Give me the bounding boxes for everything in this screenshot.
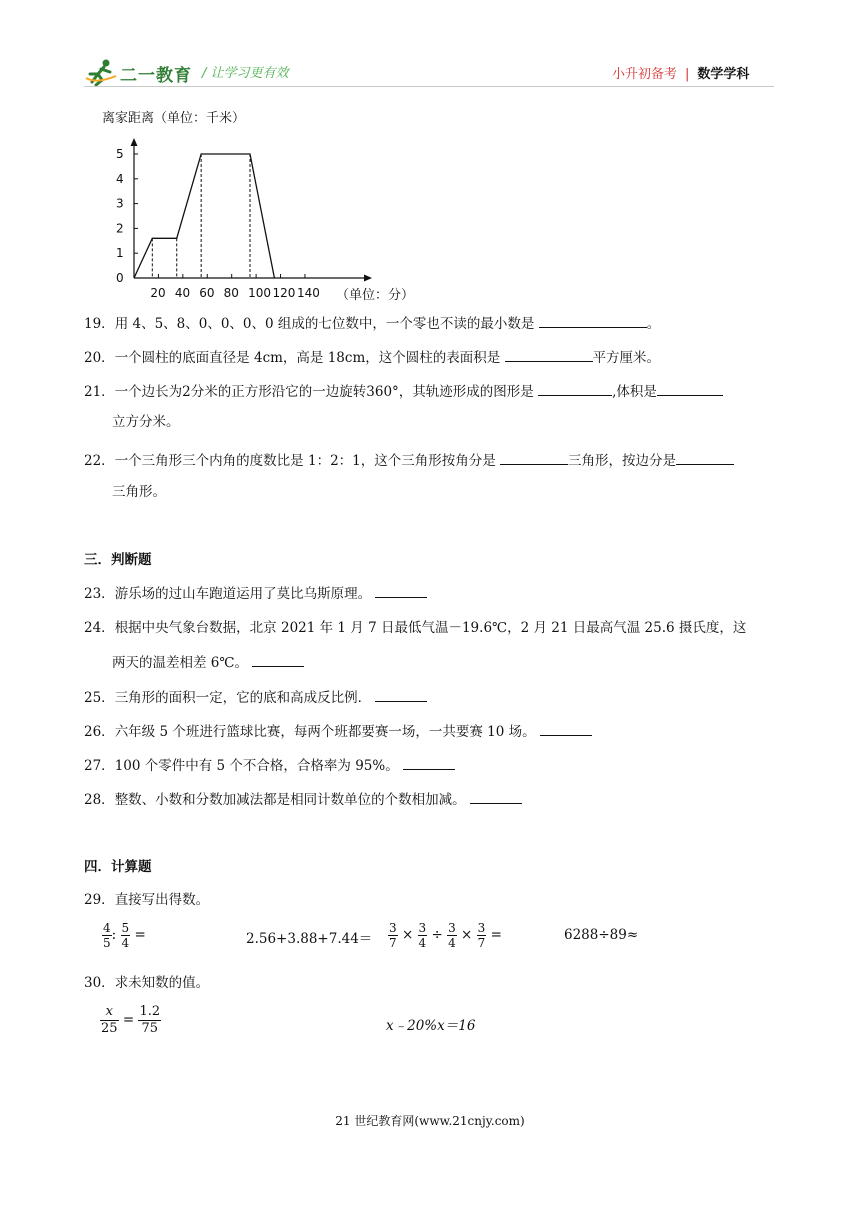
q23-number: 23． — [84, 586, 115, 602]
q22-line2: 三角形。 — [112, 484, 166, 500]
fraction: $\frac{3}{4}$ — [448, 921, 456, 950]
question-22 — [84, 450, 734, 471]
header-right — [612, 63, 749, 82]
x-axis-arrow — [364, 275, 372, 282]
question-24 — [84, 618, 746, 638]
y-tick-label: 2 — [116, 221, 124, 236]
q25-text: 三角形的面积一定，它的底和高成反比例． — [114, 690, 372, 706]
x-tick-label: 80 — [223, 286, 239, 300]
y-tick-label: 1 — [116, 246, 124, 261]
question-30 — [84, 973, 209, 993]
logo-text: 二一教育 — [120, 66, 192, 86]
q19-text: 用 4、5、8、0、0、0、0 组成的七位数中，一个零也不读的最小数是 — [114, 316, 535, 332]
q23-text: 游乐场的过山车跑道运用了莫比乌斯原理。 — [114, 586, 372, 602]
q20-answer-blank[interactable] — [505, 347, 593, 362]
fraction: $\frac{4}{5}$ — [103, 921, 111, 950]
fraction: $\frac{x}{25}$ — [101, 1004, 118, 1036]
header-separator: | — [685, 67, 690, 82]
fraction: $\frac{3}{7}$ — [389, 921, 397, 950]
q25-answer-blank[interactable] — [375, 687, 427, 702]
q26-number: 26． — [84, 724, 115, 740]
question-23 — [84, 583, 427, 604]
y-tick-label: 3 — [116, 196, 124, 211]
q26-text: 六年级 5 个班进行篮球比赛，每两个班都要赛一场，一共要赛 10 场。 — [114, 724, 536, 740]
x-axis-label: （单位：分） — [336, 288, 415, 303]
q21-mid: ,体积是 — [612, 384, 657, 400]
q19-number: 19． — [84, 316, 115, 332]
q24-line2 — [112, 652, 304, 673]
q20-text: 一个圆柱的底面直径是 4cm，高是 18cm，这个圆柱的表面积是 — [114, 350, 501, 366]
q29-expr-3: $\frac{3}{7}$ × $\frac{3}{4}$ ÷ $\frac{3}{4}$ × $\frac{3}{7}$ = — [389, 921, 502, 950]
distance-time-chart — [98, 104, 428, 304]
q22-text: 一个三角形三个内角的度数比是 1：2：1，这个三角形按角分是 — [114, 453, 496, 469]
q21-line2: 立方分米。 — [112, 414, 180, 430]
chart-title: 离家距离（单位：千米） — [102, 111, 246, 126]
x-tick-label: 140 — [296, 286, 320, 300]
footer: 21 世纪教育网(www.21cnjy.com) — [335, 1114, 525, 1128]
fraction: $\frac{3}{7}$ — [477, 921, 486, 950]
section-3-title: 三．判断题 — [84, 552, 152, 568]
q21-number: 21． — [84, 384, 115, 400]
q27-answer-blank[interactable] — [403, 755, 455, 770]
x-tick-label: 100 — [248, 286, 272, 300]
question-27 — [84, 755, 455, 776]
q19-tail: 。 — [646, 316, 661, 332]
q20-tail: 平方厘米。 — [592, 350, 661, 366]
q26-answer-blank[interactable] — [540, 721, 592, 736]
runner-logo-icon — [84, 58, 118, 86]
slogan: / 让学习更有效 — [202, 66, 289, 81]
x-tick-label: 60 — [199, 286, 215, 300]
q29-expr-2: 2.56+3.88+7.44＝ — [246, 931, 373, 947]
header-subject: 数学学科 — [697, 67, 750, 82]
q22-number: 22． — [84, 453, 115, 469]
q24-answer-blank[interactable] — [252, 652, 304, 667]
fraction: $\frac{3}{4}$ — [418, 921, 427, 950]
q29-text: 直接写出得数。 — [114, 892, 210, 908]
y-axis-arrow — [131, 138, 138, 146]
q21-text: 一个边长为2分米的正方形沿它的一边旋转360°，其轨迹形成的图形是 — [114, 384, 534, 400]
question-19 — [84, 313, 660, 334]
q30-number: 30． — [84, 975, 115, 991]
q21-answer-blank-1[interactable] — [538, 381, 612, 396]
q21-answer-blank-2[interactable] — [657, 381, 723, 396]
q30-expr-1: $\frac{x}{25}$ = $\frac{1.2}{75}$ — [101, 1004, 161, 1036]
q24-number: 24． — [84, 620, 115, 636]
q23-answer-blank[interactable] — [375, 583, 427, 598]
q22-mid: 三角形，按边分是 — [568, 453, 677, 469]
q28-answer-blank[interactable] — [470, 789, 522, 804]
section-4-title: 四．计算题 — [84, 859, 152, 875]
q28-text: 整数、小数和分数加减法都是相同计数单位的个数相加减。 — [114, 792, 466, 808]
x-tick-label: 40 — [174, 286, 191, 300]
q24-line2-text: 两天的温差相差 6℃。 — [112, 655, 248, 671]
header-category: 小升初备考 — [612, 67, 678, 82]
q19-answer-blank[interactable] — [539, 313, 647, 328]
q27-text: 100 个零件中有 5 个不合格，合格率为 95%。 — [114, 758, 399, 774]
distance-series-line — [134, 154, 274, 278]
fraction: $\frac{1.2}{75}$ — [139, 1004, 161, 1036]
q22-answer-blank-1[interactable] — [500, 450, 568, 465]
q29-expr-4: 6288÷89≈ — [564, 927, 639, 943]
header-divider — [84, 86, 774, 87]
q22-answer-blank-2[interactable] — [676, 450, 734, 465]
y-tick-label: 5 — [116, 147, 124, 161]
question-21 — [84, 381, 723, 402]
q28-number: 28． — [84, 792, 115, 808]
chart-plot — [116, 138, 414, 303]
question-26 — [84, 721, 592, 742]
x-tick-label: 120 — [272, 286, 296, 300]
q25-number: 25． — [84, 690, 115, 706]
question-25 — [84, 687, 427, 708]
q30-expr-2: x﹣20%x＝16 — [386, 1018, 476, 1034]
y-tick-label: 4 — [116, 171, 124, 186]
question-20 — [84, 347, 660, 368]
q24-text: 根据中央气象台数据，北京 2021 年 1 月 7 日最低气温－19.6℃，2 月 21 日最高气温 25.6 摄氏度，这 — [114, 620, 747, 636]
q29-expr-1: $\frac{4}{5}$ : $\frac{5}{4}$ = — [103, 921, 146, 950]
q27-number: 27． — [84, 758, 115, 774]
q29-number: 29． — [84, 892, 115, 908]
y-tick-label: 0 — [116, 271, 124, 285]
q30-text: 求未知数的值。 — [114, 975, 210, 991]
question-29 — [84, 890, 209, 910]
fraction: $\frac{5}{4}$ — [121, 921, 130, 950]
q20-number: 20． — [84, 350, 115, 366]
question-28 — [84, 789, 522, 810]
x-tick-label: 20 — [150, 286, 166, 300]
